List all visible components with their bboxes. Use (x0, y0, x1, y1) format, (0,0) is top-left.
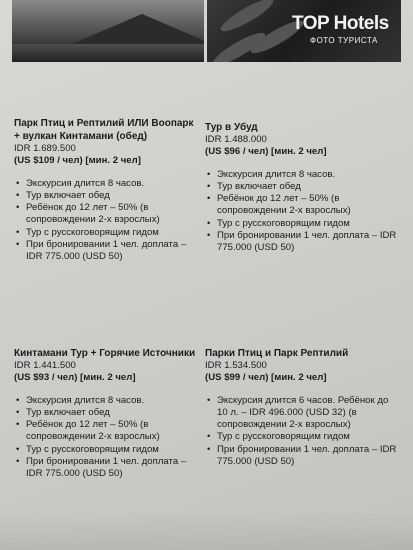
list-item: • Ребёнок до 12 лет – 50% (в сопровождении 2-х взрослых) (14, 202, 199, 227)
tophotels-watermark (292, 14, 402, 64)
lake-temple-photo (12, 0, 204, 62)
tour-price-usd: (US $93 / чел) [мин. 2 чел] (14, 372, 136, 384)
tour-details-list (205, 395, 400, 469)
list-item: • Экскурсия длится 6 часов. Ребёнок до 10 л. – IDR 496.000 (USD 32) (в сопровождении 2-х взрослых) (205, 395, 400, 432)
list-item: • При бронировании 1 чел. доплата – IDR 775.000 (USD 50) (205, 444, 400, 469)
tour-price-usd: (US $99 / чел) [мин. 2 чел] (205, 372, 327, 384)
list-item: • Экскурсия длится 8 часов. (205, 169, 400, 181)
tour-title: Кинтамани Тур + Горячие Источники (14, 348, 196, 359)
tour-details-list (14, 178, 199, 264)
tour-details-list (205, 169, 400, 255)
list-item: • При бронировании 1 чел. доплата – IDR 775.000 (USD 50) (14, 239, 199, 264)
list-item: • Ребёнок до 12 лет – 50% (в сопровождении 2-х взрослых) (14, 419, 199, 444)
list-item: • Тур с русскоговорящим гидом (205, 218, 400, 230)
list-item: • Тур включает обед (14, 190, 199, 202)
list-item: • Ребёнок до 12 лет – 50% (в сопровождении 2-х взрослых) (205, 193, 400, 218)
tour-card-bird-reptile-parks (205, 347, 400, 468)
tour-price-idr: IDR 1.689.500 (14, 143, 76, 154)
leaf-shape (218, 0, 277, 36)
lake-water (12, 44, 204, 62)
list-item: • Тур с русскоговорящим гидом (14, 227, 199, 239)
tour-title: Парки Птиц и Парк Рептилий (205, 348, 349, 359)
tour-price-idr: IDR 1.534.500 (205, 360, 267, 371)
tour-card-ubud (205, 121, 400, 255)
list-item: • Тур с русскоговорящим гидом (14, 444, 199, 456)
tour-title: Тур в Убуд (205, 122, 258, 133)
list-item: • При бронировании 1 чел. доплата – IDR 775.000 (USD 50) (14, 456, 199, 481)
list-item: • Экскурсия длится 8 часов. (14, 395, 199, 407)
tour-details-list (14, 395, 199, 481)
list-item: • Тур включает обед (205, 181, 400, 193)
tour-price-usd: (US $96 / чел) [мин. 2 чел] (205, 146, 327, 158)
list-item: • Тур с русскоговорящим гидом (205, 431, 400, 443)
list-item: • При бронировании 1 чел. доплата – IDR 775.000 (USD 50) (205, 230, 400, 255)
tour-card-bird-park-kintamani (14, 117, 199, 264)
watermark-logo (292, 14, 402, 34)
watermark-logo-text: TOP Hotels (292, 13, 389, 34)
list-item: • Тур включает обед (14, 407, 199, 419)
tour-price-idr: IDR 1.488.000 (205, 134, 267, 145)
tour-title: Парк Птиц и Рептилий ИЛИ Воопарк + вулкан Кинтамани (обед) (14, 118, 194, 142)
watermark-subtitle: ФОТО ТУРИСТА (310, 36, 378, 45)
tour-price-usd: (US $109 / чел) [мин. 2 чел] (14, 155, 141, 167)
list-item: • Экскурсия длится 8 часов. (14, 178, 199, 190)
mountain-silhouette (72, 14, 204, 44)
paper-shadow (0, 510, 413, 550)
tour-card-kintamani-hot-springs (14, 347, 199, 481)
tour-price-idr: IDR 1.441.500 (14, 360, 76, 371)
